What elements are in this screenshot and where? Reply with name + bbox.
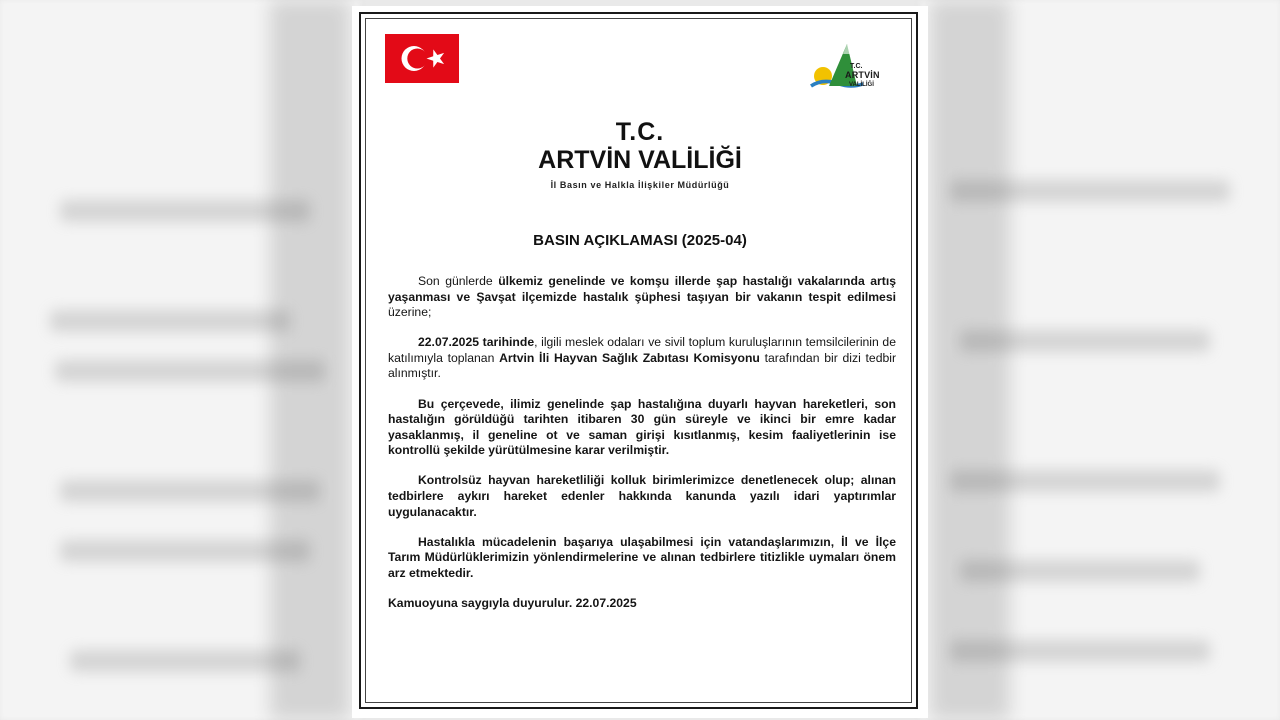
artvin-valiligi-logo bbox=[809, 40, 897, 94]
paragraph-2-bold-1: 22.07.2025 tarihinde bbox=[418, 335, 535, 350]
paragraph-1-bold-1: ülkemiz genelinde ve komşu illerde şap hastalığı vakalarında artış yaşanması ve Şavşat ilçemizde hastalık şüphesi taşıyan bir vakanın tespit edilmesi bbox=[388, 274, 896, 304]
logo-valiligi-text: VALİLİĞİ bbox=[849, 82, 874, 88]
paragraph-4-bold-1: Kontrolsüz hayvan hareketliliği kolluk birimlerimizce denetlenecek olup; alınan tedbirlere aykırı hareket edenler hakkında kanunda yazılı idari yaptırımlar uygulanacaktır. bbox=[388, 473, 896, 519]
paragraph-3-bold-1: Bu çerçevede, ilimiz genelinde şap hastalığına duyarlı hayvan hareketleri, son hastalığın görüldüğü tarihten itibaren 30 gün süreyle ve ikinci bir emre kadar yasaklanmış, il geneline ot ve saman girişi kısıtlanmış, kesim faaliyetlerinin ise kontrollü şekilde yürütülmesine karar verilmiştir. bbox=[388, 396, 896, 458]
paragraph-5 bbox=[388, 535, 896, 582]
press-release-document bbox=[352, 6, 928, 718]
paragraph-2 bbox=[388, 335, 896, 382]
paragraph-1-text-2: üzerine; bbox=[388, 305, 432, 320]
paragraph-2-bold-2: Artvin İli Hayvan Sağlık Zabıtası Komisyonu bbox=[499, 350, 760, 365]
logo-artvin-text: ARTVİN bbox=[845, 70, 880, 80]
paragraph-2-text-1: , ilgili meslek odaları ve sivil toplum kuruluşlarının temsilcilerinin de katılımıyla toplanan bbox=[388, 335, 896, 365]
paragraph-4 bbox=[388, 473, 896, 520]
paragraph-5-bold-1: Hastalıkla mücadelenin başarıya ulaşabilmesi için vatandaşlarımızın, İl ve İlçe Tarım Müdürlüklerimizin yönlendirmelerine ve alınan tedbirlere titizlikle uymaları önem arz etmektedir. bbox=[388, 534, 896, 580]
logo-tc-text: T.C. bbox=[850, 63, 863, 70]
header-department: İl Basın ve Halkla İlişkiler Müdürlüğü bbox=[550, 180, 730, 190]
paragraph-1-text-1: Son günlerde bbox=[418, 274, 499, 288]
header-tc: T.C. bbox=[615, 118, 665, 146]
paragraph-3 bbox=[388, 397, 896, 459]
closing-line: Kamuoyuna saygıyla duyurulur. 22.07.2025 bbox=[388, 596, 637, 610]
blur-mark bbox=[270, 0, 350, 720]
paragraph-1 bbox=[388, 274, 896, 321]
press-release-body bbox=[388, 274, 896, 626]
blur-mark bbox=[70, 650, 300, 672]
turkish-flag-icon bbox=[385, 34, 459, 83]
header-governorship-name: ARTVİN VALİLİĞİ bbox=[538, 146, 742, 174]
paragraph-2-text-2: tarafından bir dizi tedbir alınmıştır. bbox=[388, 350, 897, 381]
blur-mark bbox=[930, 0, 1010, 720]
blur-mark bbox=[50, 310, 290, 332]
press-release-title: BASIN AÇIKLAMASI (2025-04) bbox=[533, 232, 747, 249]
